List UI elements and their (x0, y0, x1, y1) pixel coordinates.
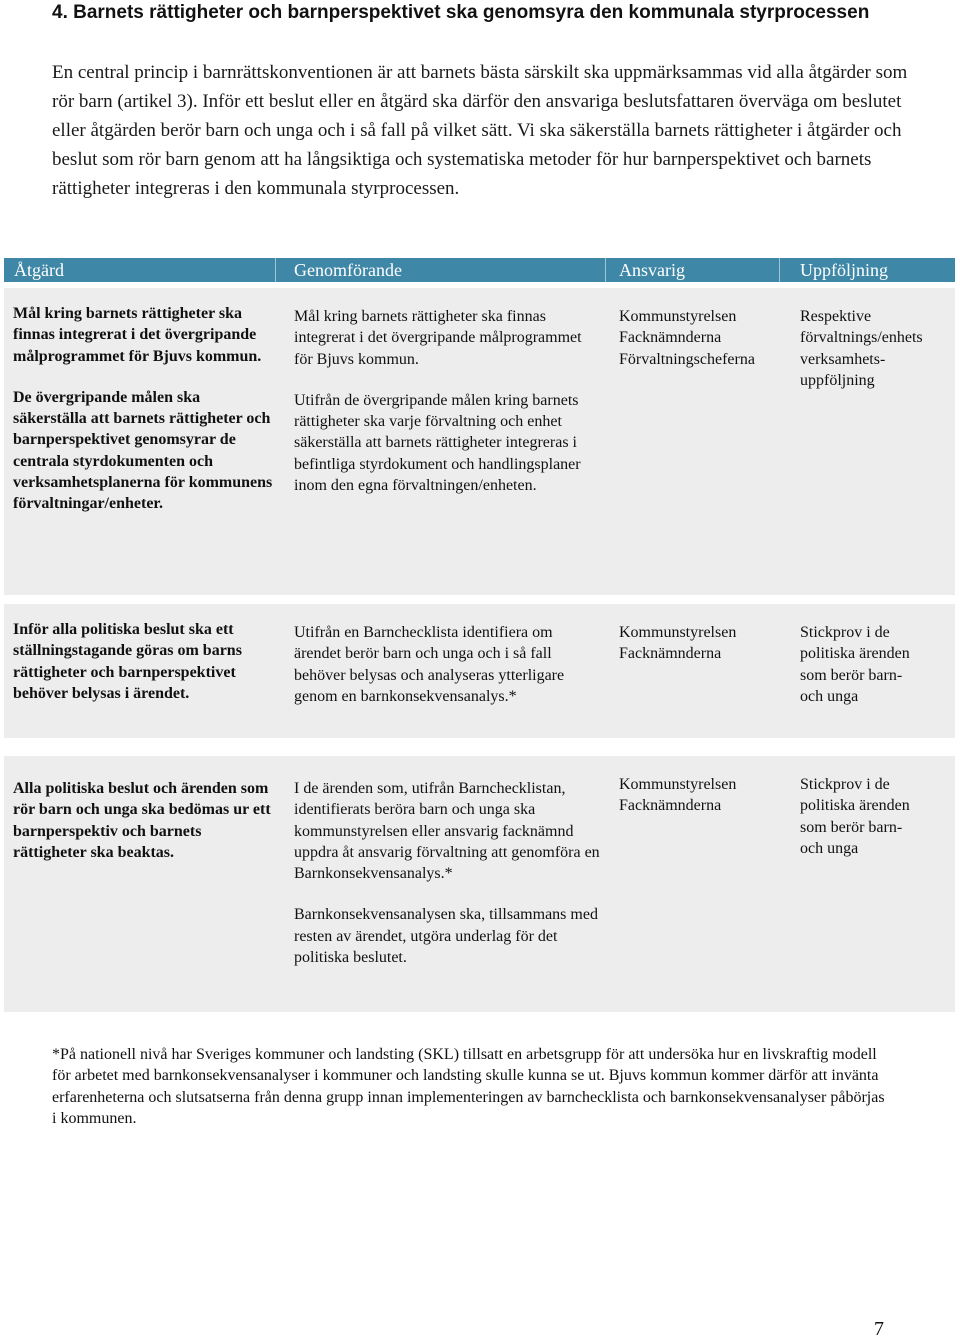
row1-uppfoljning (800, 306, 950, 391)
ansvarig-line: Facknämnderna (619, 329, 722, 347)
header-atgard: Åtgärd (14, 258, 269, 282)
row2-uppfoljning (800, 622, 950, 707)
row2-genomforande-text1: Utifrån en Barnchecklista identifiera om ärendet berör barn och unga och i så fall behöver belysas och analyseras ytterligare genom en barnkonsekvensanalys.* (294, 624, 565, 705)
row3-atgard-text1: Alla politiska beslut och ärenden som rör barn och unga ska bedömas ur ett barnperspektiv och barnets rättigheter ska beaktas. (13, 780, 271, 861)
row1-ansvarig (619, 306, 789, 370)
row1-genomforande (294, 306, 600, 496)
row3-uppfoljning (800, 774, 950, 859)
row3-genomforande-text1: I de ärenden som, utifrån Barnchecklistan, identifierats beröra barn och unga ska kommunstyrelsen eller ansvarig facknämnd uppdra åt ansvarig förvaltning att genomföra en Barnkonsekvensanalys.* (294, 780, 600, 883)
row2-ansvarig (619, 622, 789, 665)
ansvarig-line: Kommunstyrelsen (619, 308, 737, 325)
uppfoljning-line: förvaltnings/enhets (800, 329, 923, 347)
row2-atgard (13, 619, 275, 704)
header-ansvarig: Ansvarig (605, 258, 779, 282)
row1-atgard (13, 303, 275, 515)
row1-atgard-text1: Mål kring barnets rättigheter ska finnas integrerat i det övergripande målprogrammet för Bjuvs kommun. (13, 305, 262, 365)
ansvarig-line: Kommunstyrelsen (619, 624, 737, 641)
row3-ansvarig (619, 774, 789, 817)
intro-paragraph: En central princip i barnrättskonventionen är att barnets bästa särskilt ska uppmärksammas vid alla åtgärder som rör barn (artikel 3). Inför ett beslut eller en åtgärd ska därför den ansvariga beslutsfattaren överväga om beslutet eller åtgärden berör barn och unga och i så fall på vilket sätt. Vi ska säkerställa barnets rättigheter i åtgärder och beslut som rör barn genom att ha långsiktiga och systematiska metoder för hur barnperspektivet och barnets rättigheter integreras i den kommunala styrprocessen. (52, 62, 908, 199)
header-uppfoljning: Uppföljning (779, 258, 955, 282)
row3-atgard (13, 778, 275, 863)
uppfoljning-line: verksamhets- (800, 350, 886, 368)
page-number: 7 (874, 1318, 884, 1340)
uppfoljning-line: Stickprov i de (800, 776, 890, 793)
row1-genomforande-text2: Utifrån de övergripande målen kring barnets rättigheter ska varje förvaltning och enhet säkerställa att barnets rättigheter integreras i befintliga styrdokument och handlingsplaner inom den egna förvaltningen/enheten. (294, 391, 581, 495)
table-header (4, 258, 955, 282)
row2-genomforande (294, 622, 600, 707)
uppfoljning-line: som berör barn- (800, 666, 903, 684)
section-heading: 4. Barnets rättigheter och barnperspektivet ska genomsyra den kommunala styrprocessen (52, 2, 870, 23)
ansvarig-line: Kommunstyrelsen (619, 776, 737, 793)
header-genomforande: Genomförande (275, 258, 605, 282)
row2-atgard-text1: Inför alla politiska beslut ska ett ställningstagande göras om barns rättigheter och barnperspektivet behöver belysas i ärendet. (13, 621, 242, 702)
ansvarig-line: Facknämnderna (619, 797, 722, 815)
uppfoljning-line: Respektive (800, 308, 872, 325)
uppfoljning-line: Stickprov i de (800, 624, 890, 641)
ansvarig-line: Facknämnderna (619, 645, 722, 663)
uppfoljning-line: som berör barn- (800, 818, 903, 836)
row3-genomforande-text2: Barnkonsekvensanalysen ska, tillsammans med resten av ärendet, utgöra underlag för det politiska beslutet. (294, 906, 598, 967)
uppfoljning-line: och unga (800, 687, 859, 705)
uppfoljning-line: politiska ärenden (800, 645, 910, 663)
uppfoljning-line: politiska ärenden (800, 797, 910, 815)
footnote: *På nationell nivå har Sveriges kommuner och landsting (SKL) tillsatt en arbetsgrupp för att undersöka hur en livskraftig modell för arbetet med barnkonsekvensanalyser i kommuner och landsting skulle kunna se ut. Bjuvs kommun kommer därför att invänta erfarenheterna och slutsatserna från denna grupp innan implementeringen av barnchecklista och barnkonsekvensanalyser påbörjas i kommunen. (52, 1046, 885, 1127)
ansvarig-line: Förvaltningscheferna (619, 350, 755, 368)
row3-genomforande (294, 778, 600, 968)
row1-atgard-text2: De övergripande målen ska säkerställa att barnets rättigheter och barnperspektivet genomsyrar de centrala styrdokumenten och verksamhetsplanerna för kommunens förvaltningar/enheter. (13, 388, 273, 513)
row1-genomforande-text1: Mål kring barnets rättigheter ska finnas integrerat i det övergripande målprogrammet för Bjuvs kommun. (294, 308, 582, 368)
uppfoljning-line: och unga (800, 839, 859, 857)
uppfoljning-line: uppföljning (800, 371, 875, 389)
